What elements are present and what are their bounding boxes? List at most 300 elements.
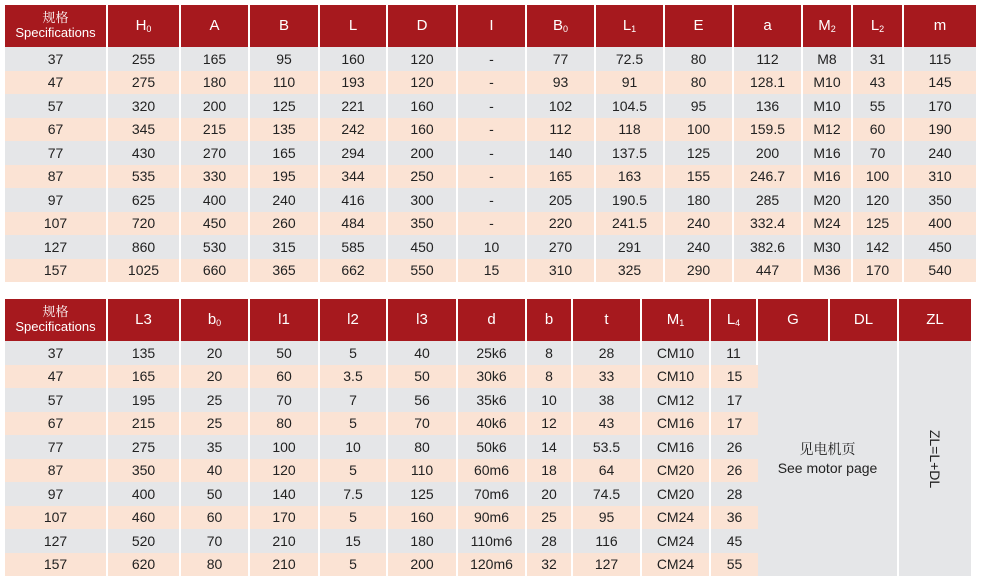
table-cell: M24: [803, 212, 853, 236]
table-cell: 180: [388, 529, 458, 553]
table-row: [5, 141, 976, 165]
table-cell: M8: [803, 47, 853, 71]
table-cell: 350: [388, 212, 458, 236]
table-cell: 100: [665, 118, 734, 142]
table-cell: 215: [181, 118, 250, 142]
motor-page-note-cn: 见电机页: [800, 441, 856, 457]
header-label: L3: [135, 311, 152, 328]
table-cell: 430: [108, 141, 181, 165]
table-cell: 662: [320, 259, 388, 283]
table-cell: 350: [108, 459, 181, 483]
table-cell: 50: [388, 365, 458, 389]
table-cell: CM16: [642, 412, 711, 436]
column-header: [5, 5, 108, 47]
table-cell: 35: [181, 435, 250, 459]
table-cell: 28: [573, 341, 642, 365]
table-cell: 37: [5, 47, 108, 71]
table-cell: 142: [853, 235, 904, 259]
header-label: l1: [278, 311, 290, 328]
table-cell: CM24: [642, 529, 711, 553]
table-cell: 300: [388, 188, 458, 212]
header-label: B: [279, 17, 289, 34]
table-cell: 220: [527, 212, 596, 236]
table-cell: 325: [596, 259, 665, 283]
table-cell: 11: [711, 341, 758, 365]
table-cell: 118: [596, 118, 665, 142]
table-cell: 450: [181, 212, 250, 236]
table-cell: 255: [108, 47, 181, 71]
table-cell: 25: [527, 506, 573, 530]
table-cell: 8: [527, 341, 573, 365]
header-label: b: [545, 311, 553, 328]
table-cell: 450: [388, 235, 458, 259]
table-cell: 275: [108, 435, 181, 459]
table-cell: 450: [904, 235, 976, 259]
table-cell: 250: [388, 165, 458, 189]
table-cell: 135: [250, 118, 320, 142]
table-cell: 135: [108, 341, 181, 365]
column-header: [108, 299, 181, 341]
table-row: [5, 71, 976, 95]
column-header: [108, 5, 181, 47]
table-cell: 55: [711, 553, 758, 576]
table-1-header-row: [5, 5, 976, 47]
table-cell: 270: [181, 141, 250, 165]
header-label: H: [136, 17, 147, 34]
table-cell: 215: [108, 412, 181, 436]
table-cell: M10: [803, 94, 853, 118]
table-cell: 660: [181, 259, 250, 283]
header-label: a: [763, 17, 771, 34]
table-cell: 170: [904, 94, 976, 118]
table-cell: 205: [527, 188, 596, 212]
table-cell: 28: [527, 529, 573, 553]
table-cell: 26: [711, 435, 758, 459]
table-cell: 60m6: [458, 459, 527, 483]
table-cell: 97: [5, 482, 108, 506]
header-subscript: 0: [563, 24, 568, 34]
table-cell: 120: [388, 71, 458, 95]
header-subscript: 2: [831, 24, 836, 34]
table-cell: 190: [904, 118, 976, 142]
table-cell: -: [458, 71, 527, 95]
table-cell: 163: [596, 165, 665, 189]
dimensions-table-2: [5, 299, 971, 576]
table-cell: 25: [181, 388, 250, 412]
table-cell: 350: [904, 188, 976, 212]
header-label: l3: [416, 311, 428, 328]
table-cell: 242: [320, 118, 388, 142]
table-cell: 165: [527, 165, 596, 189]
table-cell: 25: [181, 412, 250, 436]
column-header: [250, 299, 320, 341]
header-label: L: [871, 17, 879, 34]
table-cell: -: [458, 212, 527, 236]
header-subscript: 2: [879, 24, 884, 34]
table-cell: 585: [320, 235, 388, 259]
table-cell: 200: [388, 553, 458, 576]
table-cell: 110: [250, 71, 320, 95]
table-cell: 36: [711, 506, 758, 530]
table-cell: 116: [573, 529, 642, 553]
table-cell: 165: [181, 47, 250, 71]
table-cell: 260: [250, 212, 320, 236]
header-label: DL: [854, 311, 873, 328]
header-label: A: [209, 17, 219, 34]
column-header: [830, 299, 899, 341]
table-cell: M10: [803, 71, 853, 95]
table-cell: 47: [5, 365, 108, 389]
header-sublabel: Specifications: [15, 319, 95, 334]
table-cell: 625: [108, 188, 181, 212]
table-cell: 91: [596, 71, 665, 95]
table-cell: 17: [711, 412, 758, 436]
header-subscript: 1: [679, 318, 684, 328]
table-cell: 40: [181, 459, 250, 483]
table-cell: 15: [320, 529, 388, 553]
table-cell: 87: [5, 459, 108, 483]
table-cell: 74.5: [573, 482, 642, 506]
table-cell: 26: [711, 459, 758, 483]
table-cell: M16: [803, 141, 853, 165]
table-cell: 14: [527, 435, 573, 459]
table-cell: 160: [320, 47, 388, 71]
table-cell: 57: [5, 388, 108, 412]
table-cell: 47: [5, 71, 108, 95]
table-cell: 57: [5, 94, 108, 118]
table-cell: 93: [527, 71, 596, 95]
table-cell: 30k6: [458, 365, 527, 389]
table-cell: 193: [320, 71, 388, 95]
zl-formula: ZL=L+DL: [927, 429, 943, 487]
table-cell: 50: [250, 341, 320, 365]
column-header: [458, 299, 527, 341]
column-header: [458, 5, 527, 47]
column-header: [711, 299, 758, 341]
table-cell: 160: [388, 118, 458, 142]
table-cell: 43: [573, 412, 642, 436]
table-cell: 56: [388, 388, 458, 412]
table-cell: 110m6: [458, 529, 527, 553]
table-cell: 104.5: [596, 94, 665, 118]
table-cell: CM20: [642, 482, 711, 506]
table-cell: 102: [527, 94, 596, 118]
column-header: [573, 299, 642, 341]
column-header: [250, 5, 320, 47]
table-cell: 107: [5, 212, 108, 236]
column-header: [853, 5, 904, 47]
column-header: [181, 5, 250, 47]
table-cell: 210: [250, 553, 320, 576]
table-cell: 5: [320, 341, 388, 365]
table-row: [5, 212, 976, 236]
table-row: [5, 47, 976, 71]
table-cell: CM16: [642, 435, 711, 459]
table-cell: 12: [527, 412, 573, 436]
table-cell: 246.7: [734, 165, 803, 189]
table-cell: 3.5: [320, 365, 388, 389]
table-cell: 145: [904, 71, 976, 95]
header-subscript: 0: [146, 24, 151, 34]
table-cell: 400: [108, 482, 181, 506]
table-cell: 285: [734, 188, 803, 212]
table-row: [5, 94, 976, 118]
table-row: [5, 188, 976, 212]
table-cell: 10: [320, 435, 388, 459]
table-cell: 7.5: [320, 482, 388, 506]
column-header: [758, 299, 830, 341]
table-cell: 140: [250, 482, 320, 506]
header-label: d: [487, 311, 495, 328]
table-cell: 5: [320, 459, 388, 483]
table-cell: 291: [596, 235, 665, 259]
column-header: [803, 5, 853, 47]
column-header: [388, 5, 458, 47]
table-cell: 720: [108, 212, 181, 236]
table-cell: 382.6: [734, 235, 803, 259]
table-cell: 365: [250, 259, 320, 283]
column-header: [904, 5, 976, 47]
table-cell: 240: [665, 235, 734, 259]
header-label: M: [667, 311, 680, 328]
column-header: [527, 5, 596, 47]
column-header: [5, 299, 108, 341]
table-cell: 180: [181, 71, 250, 95]
table-cell: 40: [388, 341, 458, 365]
table-cell: 31: [853, 47, 904, 71]
table-cell: 190.5: [596, 188, 665, 212]
table-cell: 210: [250, 529, 320, 553]
table-cell: CM10: [642, 365, 711, 389]
table-cell: 200: [388, 141, 458, 165]
table-cell: 200: [734, 141, 803, 165]
dimensions-table-1: [5, 5, 976, 282]
header-label: G: [787, 311, 799, 328]
column-header: [320, 5, 388, 47]
table-cell: 157: [5, 553, 108, 576]
table-cell: 125: [853, 212, 904, 236]
table-cell: 200: [181, 94, 250, 118]
table-cell: 165: [250, 141, 320, 165]
column-header: [181, 299, 250, 341]
header-label: I: [489, 17, 493, 34]
table-cell: 112: [734, 47, 803, 71]
table-cell: 315: [250, 235, 320, 259]
table-cell: CM12: [642, 388, 711, 412]
column-header: [665, 5, 734, 47]
table-cell: 8: [527, 365, 573, 389]
table-cell: 97: [5, 188, 108, 212]
table-cell: CM24: [642, 553, 711, 576]
table-cell: M36: [803, 259, 853, 283]
header-label: L: [727, 311, 735, 328]
table-cell: 160: [388, 94, 458, 118]
table-cell: 32: [527, 553, 573, 576]
table-cell: 7: [320, 388, 388, 412]
table-cell: 17: [711, 388, 758, 412]
table-row: [5, 118, 976, 142]
table-cell: 125: [665, 141, 734, 165]
table-cell: 110: [388, 459, 458, 483]
table-cell: 345: [108, 118, 181, 142]
header-label: E: [693, 17, 703, 34]
table-row: [5, 165, 976, 189]
table-cell: 107: [5, 506, 108, 530]
header-label: ZL: [926, 311, 944, 328]
table-cell: 195: [250, 165, 320, 189]
column-header: [527, 299, 573, 341]
table-row: [5, 259, 976, 283]
table-cell: 40k6: [458, 412, 527, 436]
table-cell: 100: [853, 165, 904, 189]
column-header: [320, 299, 388, 341]
table-cell: 10: [458, 235, 527, 259]
table-cell: 95: [250, 47, 320, 71]
table-cell: 170: [853, 259, 904, 283]
table-cell: 484: [320, 212, 388, 236]
header-label: b: [208, 311, 216, 328]
table-cell: 275: [108, 71, 181, 95]
table-cell: M12: [803, 118, 853, 142]
zl-formula-cell: [899, 341, 971, 576]
column-header: [734, 5, 803, 47]
table-cell: 67: [5, 118, 108, 142]
column-header: [642, 299, 711, 341]
table-cell: 80: [665, 71, 734, 95]
table-cell: 860: [108, 235, 181, 259]
table-cell: 70: [853, 141, 904, 165]
table-cell: 80: [665, 47, 734, 71]
table-cell: 5: [320, 412, 388, 436]
table-cell: 332.4: [734, 212, 803, 236]
header-label: 规格: [42, 10, 68, 25]
table-cell: 1025: [108, 259, 181, 283]
table-cell: 128.1: [734, 71, 803, 95]
table-cell: 550: [388, 259, 458, 283]
table-cell: 55: [853, 94, 904, 118]
table-cell: 195: [108, 388, 181, 412]
table-cell: 80: [181, 553, 250, 576]
table-cell: 70m6: [458, 482, 527, 506]
table-cell: -: [458, 188, 527, 212]
table-cell: 241.5: [596, 212, 665, 236]
table-cell: 50k6: [458, 435, 527, 459]
table-cell: 37: [5, 341, 108, 365]
table-cell: 540: [904, 259, 976, 283]
table-cell: 67: [5, 412, 108, 436]
table-cell: 530: [181, 235, 250, 259]
motor-page-note-en: See motor page: [778, 460, 878, 476]
table-cell: 95: [573, 506, 642, 530]
table-cell: 50: [181, 482, 250, 506]
table-cell: 159.5: [734, 118, 803, 142]
table-cell: 120m6: [458, 553, 527, 576]
table-cell: -: [458, 165, 527, 189]
table-cell: 120: [388, 47, 458, 71]
table-cell: CM20: [642, 459, 711, 483]
table-cell: 80: [250, 412, 320, 436]
table-cell: 60: [853, 118, 904, 142]
table-cell: 60: [181, 506, 250, 530]
table-cell: 70: [388, 412, 458, 436]
header-label: m: [934, 17, 947, 34]
table-cell: 127: [5, 529, 108, 553]
table-cell: 240: [904, 141, 976, 165]
table-cell: 460: [108, 506, 181, 530]
table-cell: 5: [320, 506, 388, 530]
table-cell: 320: [108, 94, 181, 118]
table-cell: 15: [458, 259, 527, 283]
header-label: l2: [347, 311, 359, 328]
table-cell: 28: [711, 482, 758, 506]
table-cell: 127: [5, 235, 108, 259]
table-cell: 221: [320, 94, 388, 118]
table-cell: 165: [108, 365, 181, 389]
table-cell: 290: [665, 259, 734, 283]
table-cell: 125: [250, 94, 320, 118]
table-cell: 20: [181, 341, 250, 365]
table-cell: M16: [803, 165, 853, 189]
table-cell: 180: [665, 188, 734, 212]
table-cell: 25k6: [458, 341, 527, 365]
table-cell: 72.5: [596, 47, 665, 71]
table-cell: 90m6: [458, 506, 527, 530]
header-label: M: [818, 17, 831, 34]
table-cell: 310: [527, 259, 596, 283]
table-cell: 95: [665, 94, 734, 118]
table-cell: 35k6: [458, 388, 527, 412]
table-cell: 310: [904, 165, 976, 189]
table-cell: CM10: [642, 341, 711, 365]
table-cell: 240: [665, 212, 734, 236]
header-subscript: 0: [216, 318, 221, 328]
table-cell: 136: [734, 94, 803, 118]
table-cell: 38: [573, 388, 642, 412]
table-cell: -: [458, 94, 527, 118]
header-label: L: [623, 17, 631, 34]
column-header: [596, 5, 665, 47]
table-cell: 400: [181, 188, 250, 212]
table-cell: 520: [108, 529, 181, 553]
table-cell: 112: [527, 118, 596, 142]
table-cell: 33: [573, 365, 642, 389]
table-row: [5, 235, 976, 259]
table-cell: 125: [388, 482, 458, 506]
table-cell: 20: [527, 482, 573, 506]
table-cell: 80: [388, 435, 458, 459]
table-cell: 120: [250, 459, 320, 483]
header-sublabel: Specifications: [15, 25, 95, 40]
table-cell: -: [458, 47, 527, 71]
table-cell: 160: [388, 506, 458, 530]
table-cell: 294: [320, 141, 388, 165]
table-cell: 70: [250, 388, 320, 412]
column-header: [899, 299, 971, 341]
header-label: L: [349, 17, 357, 34]
table-cell: 20: [181, 365, 250, 389]
table-cell: 10: [527, 388, 573, 412]
table-cell: 127: [573, 553, 642, 576]
header-subscript: 1: [631, 24, 636, 34]
table-cell: M20: [803, 188, 853, 212]
table-cell: 5: [320, 553, 388, 576]
table-cell: 170: [250, 506, 320, 530]
table-cell: 140: [527, 141, 596, 165]
table-cell: 620: [108, 553, 181, 576]
table-cell: 77: [5, 141, 108, 165]
header-label: 规格: [42, 304, 68, 319]
header-label: B: [553, 17, 563, 34]
